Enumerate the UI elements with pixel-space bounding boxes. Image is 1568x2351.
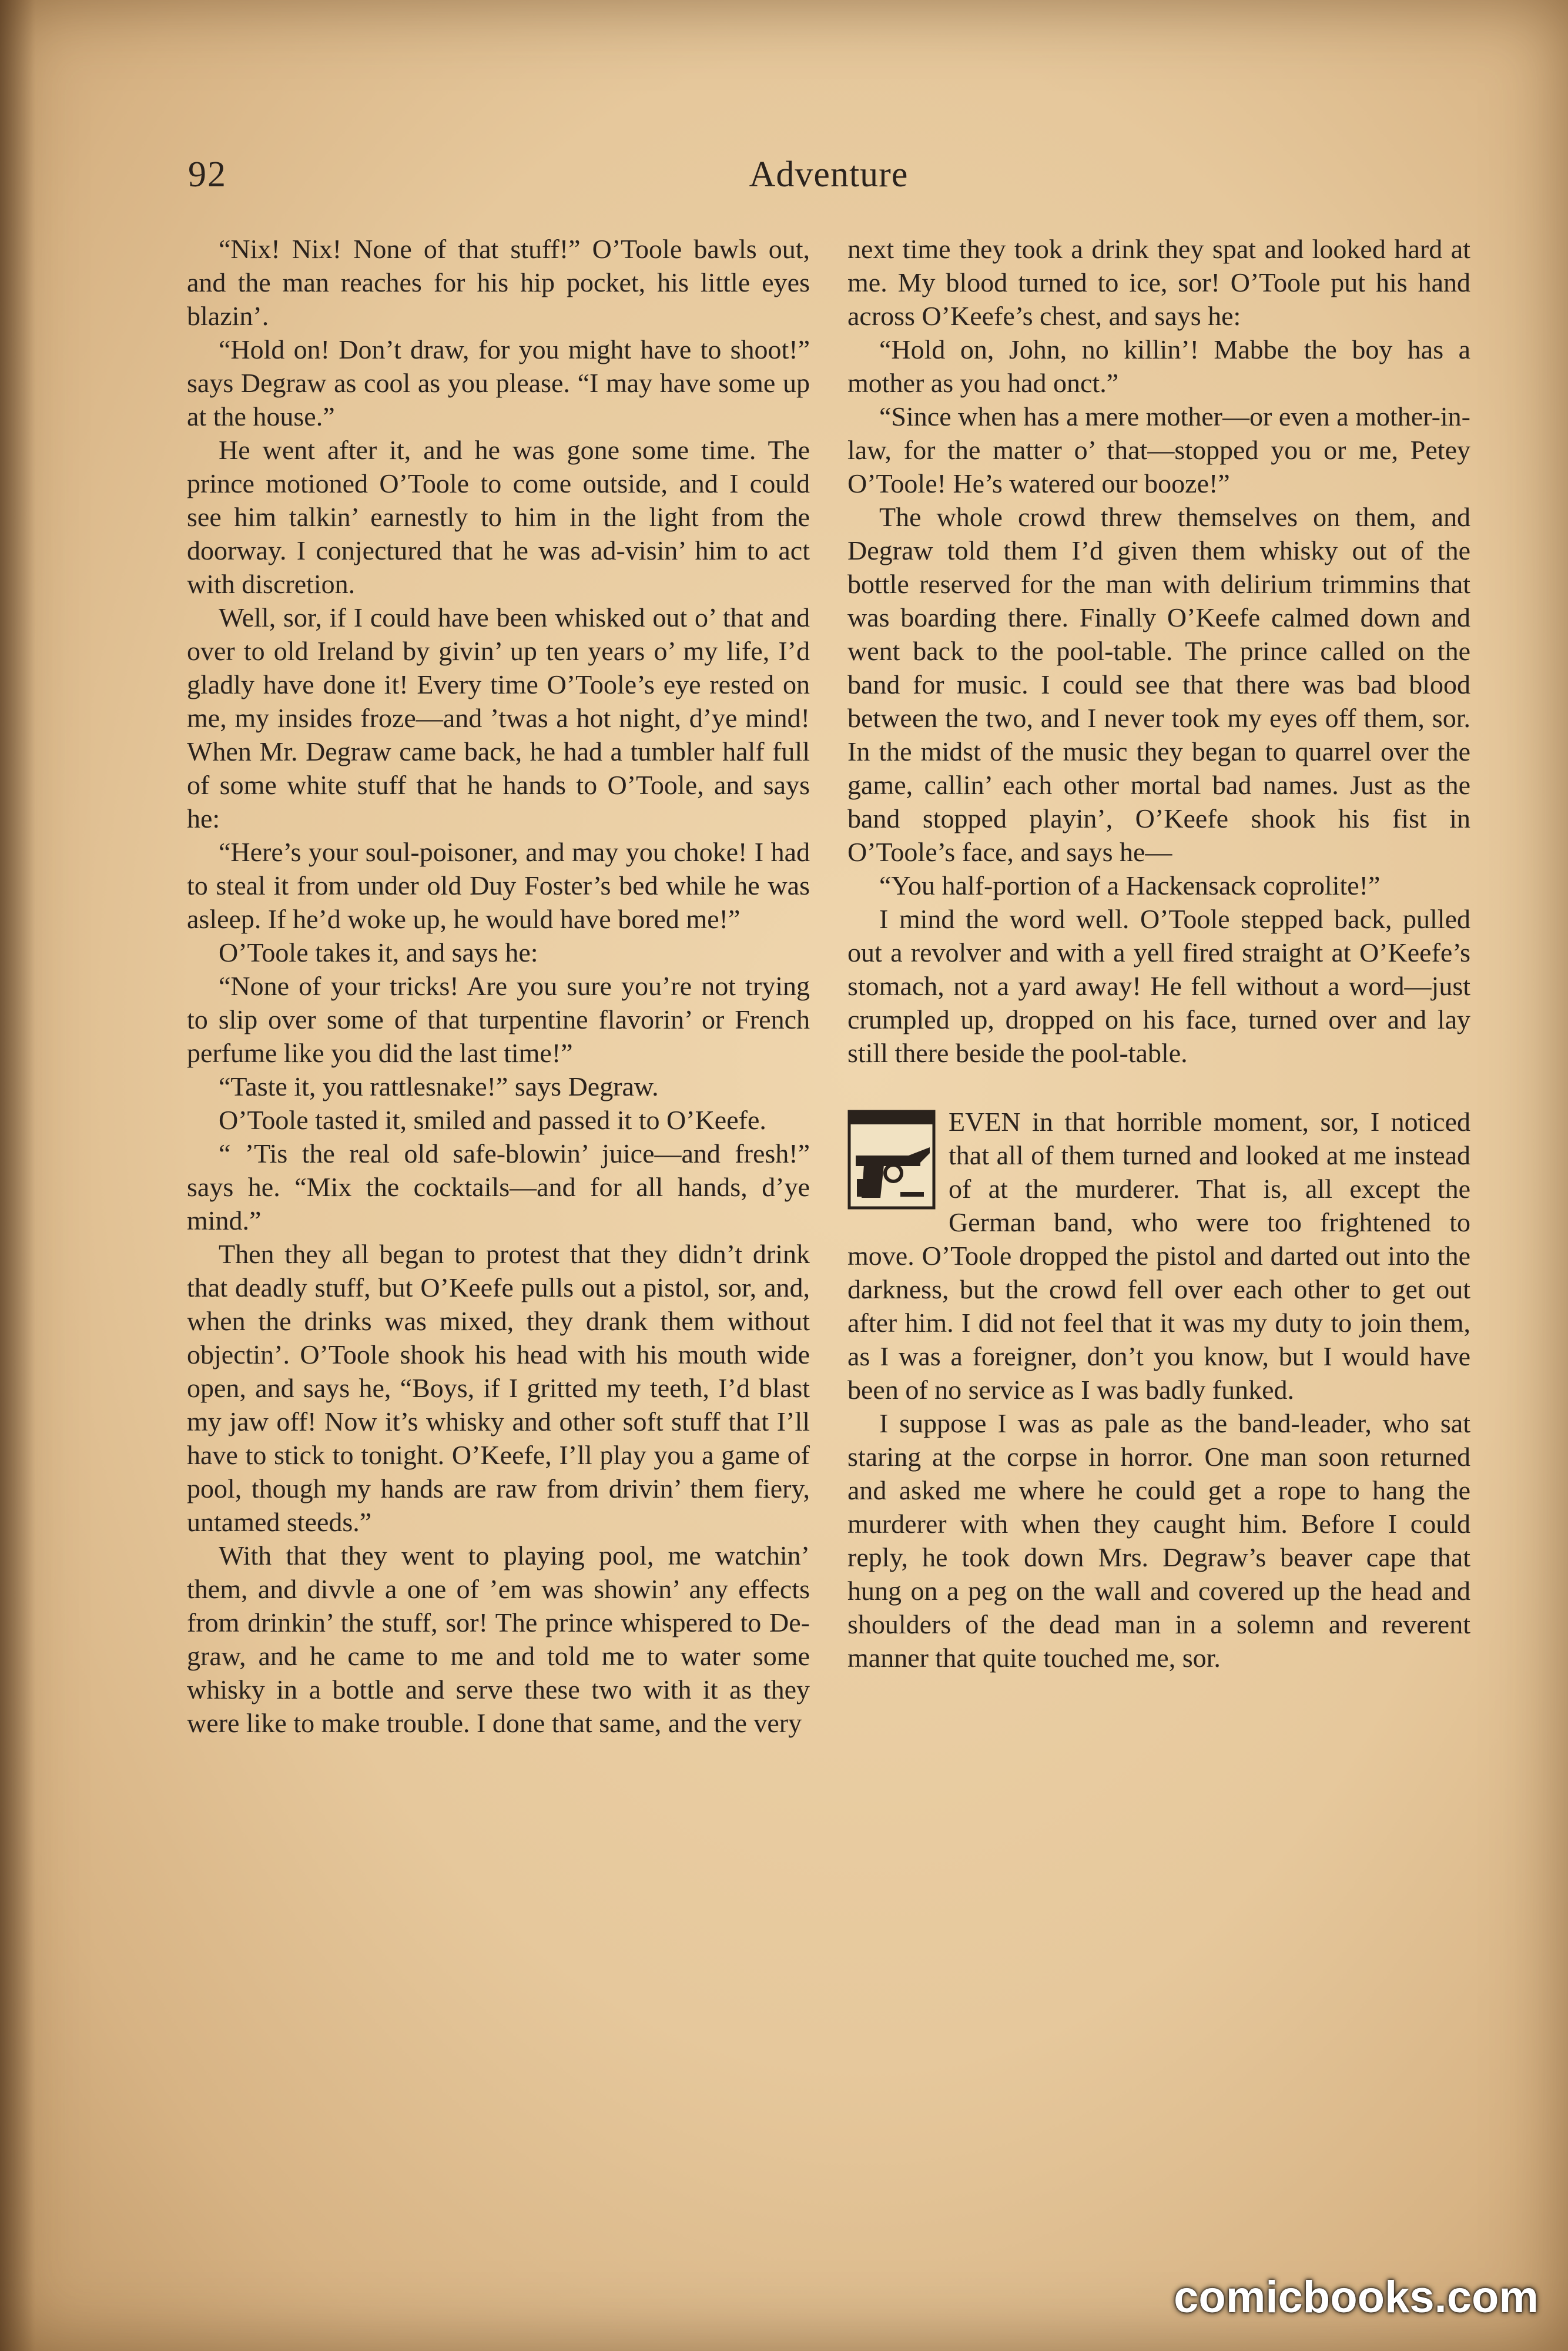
page-header <box>188 154 1469 207</box>
paragraph: Then they all began to protest that they didn’t drink that deadly stuff, but O’Keefe pulls out a pistol, sor, and, when the drinks was mixed, they drank them without objectin’. O’Toole shook his head with his mouth wide open, and says he, “Boys, if I gritted my teeth, I’d blast my jaw off! Now it’s whisky and other soft stuff that I’ll have to stick to tonight. O’Keefe, I’ll play you a game of pool, though my hands are raw from drivin’ them fiery, untamed steeds.” <box>187 1239 810 1537</box>
paragraph: With that they went to playing pool, me watchin’ them, and divvle a one of ’em was showin’ any effects from drinkin’ the stuff, sor! The prince whispered to De-graw, and he came to me and told me to water some whisky in a bottle and serve these two with it as they were like to make trouble. I done that same, and the very <box>187 1540 810 1738</box>
page-number: 92 <box>188 155 227 195</box>
watermark: comicbooks.com <box>1174 2272 1539 2322</box>
paragraph-drop-cap: EVEN in that horrible moment, sor, I noticed that all of them turned and looked at me instead of at the murderer. That is, all except the German band, who were too frightened to move. O’Toole dropped the pistol and darted out into the darkness, but the crowd fell over each other to get out after him. I did not feel that it was my duty to join them, as I was a foreigner, don’t you know, but I would have been of no service as I was badly funked. <box>847 1107 1470 1405</box>
paragraph: “You half-portion of a Hackensack coprolite!” <box>879 870 1381 900</box>
right-column <box>847 232 1470 1674</box>
paragraph: “Here’s your soul-poisoner, and may you choke! I had to steal it from under old Duy Foster’s bed while he was asleep. If he’d woke up, he would have bored me!” <box>187 837 810 934</box>
paragraph: The whole crowd threw themselves on them, and Degraw told them I’d given them whisky out of the bottle reserved for the man with delirium trimmins that was boarding there. Finally O’Keefe calmed down and went back to the pool-table. The prince called on the band for music. I could see that there was bad blood between the two, and I never took my eyes off them, sor. In the midst of the music they began to quarrel over the game, callin’ each other mortal bad names. Just as the band stopped playin’, O’Keefe shook his fist in O’Toole’s face, and says he— <box>847 502 1470 867</box>
paragraph: “Hold on! Don’t draw, for you might have to shoot!” says Degraw as cool as you please. “I may have some up at the house.” <box>187 334 810 431</box>
running-title: Adventure <box>749 155 909 195</box>
left-column <box>187 232 810 1740</box>
paragraph: “None of your tricks! Are you sure you’re not trying to slip over some of that turpentine flavorin’ or French perfume like you did the last time!” <box>187 971 810 1068</box>
paragraph: “Since when has a mere mother—or even a mother-in-law, for the matter o’ that—stopped you or me, Petey O’Toole! He’s watered our booze!” <box>847 401 1470 498</box>
paragraph: “Hold on, John, no killin’! Mabbe the boy has a mother as you had onct.” <box>847 334 1470 398</box>
page-edge-shadow <box>0 0 35 2351</box>
paragraph-continued: next time they took a drink they spat and looked hard at me. My blood turned to ice, sor! O’Toole put his hand across O’Keefe’s chest, and says he: <box>847 234 1470 331</box>
paragraph: I mind the word well. O’Toole stepped back, pulled out a revolver and with a yell fired straight at O’Keefe’s stomach, not a yard away! He fell without a word—just crumpled up, dropped on his face, turned over and lay still there beside the pool-table. <box>847 904 1470 1068</box>
paragraph: Well, sor, if I could have been whisked out o’ that and over to old Ireland by givin’ up ten years o’ my life, I’d gladly have done it! Every time O’Toole’s eye rested on me, my insides froze—and ’twas a hot night, d’ye mind! When Mr. Degraw came back, he had a tumbler half full of some white stuff that he hands to O’Toole, and says he: <box>187 602 810 833</box>
paragraph: “Taste it, you rattlesnake!” says Degraw. <box>219 1071 659 1101</box>
section-break <box>847 1070 1470 1105</box>
paragraph: O’Toole tasted it, smiled and passed it to O’Keefe. <box>219 1105 766 1135</box>
paragraph: He went after it, and he was gone some time. The prince motioned O’Toole to come outside, and I could see him talkin’ earnestly to him in the light from the doorway. I conjectured that he was ad-visin’ him to act with discretion. <box>187 435 810 599</box>
paragraph: “Nix! Nix! None of that stuff!” O’Toole bawls out, and the man reaches for his hip pocket, his little eyes blazin’. <box>187 234 810 331</box>
paragraph: I suppose I was as pale as the band-leader, who sat staring at the corpse in horror. One man soon returned and asked me where he could get a rope to hang the murderer with when they caught him. Before I could reply, he took down Mrs. Degraw’s beaver cape that hung on a peg on the wall and covered up the head and shoulders of the dead man in a solemn and reverent manner that quite touched me, sor. <box>847 1408 1470 1673</box>
paragraph: “ ’Tis the real old safe-blowin’ juice—and fresh!” says he. “Mix the cocktails—and for all hands, d’ye mind.” <box>187 1138 810 1235</box>
pistol-drop-cap-icon <box>847 1110 936 1210</box>
paragraph: O’Toole takes it, and says he: <box>219 937 538 967</box>
